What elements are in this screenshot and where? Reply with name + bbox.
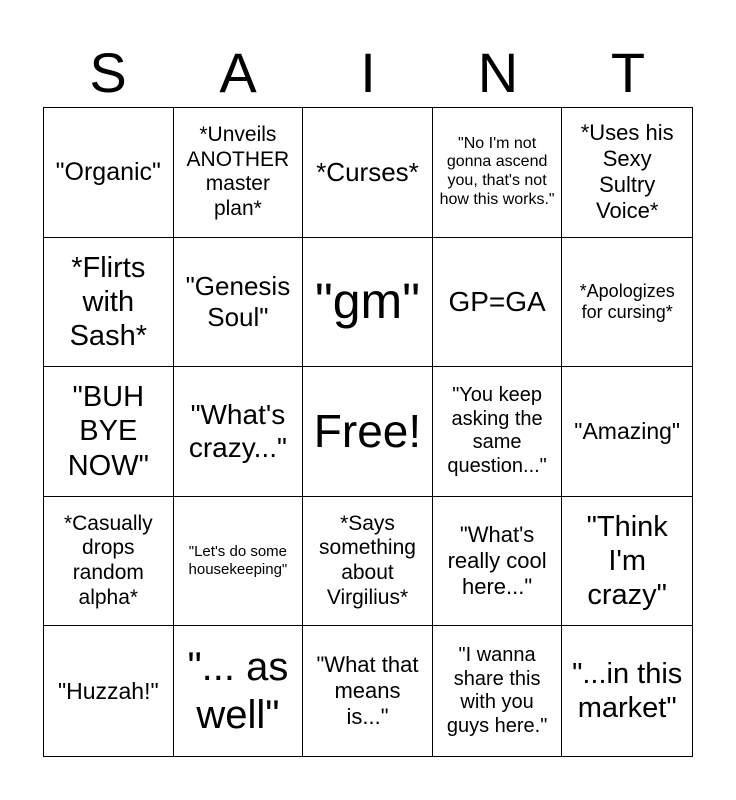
cell-text: *Uses his Sexy Sultry Voice* [580, 120, 674, 224]
bingo-cell-r1c1[interactable] [44, 108, 174, 238]
bingo-cell-r4c1[interactable] [44, 497, 174, 627]
bingo-cell-r3c1[interactable] [44, 367, 174, 497]
cell-text: "Amazing" [574, 417, 681, 444]
header-letter-t: T [610, 41, 646, 104]
bingo-cell-r4c2[interactable] [174, 497, 304, 627]
cell-text: "Think I'm crazy" [586, 510, 668, 612]
bingo-cell-r5c1[interactable] [44, 626, 174, 756]
cell-text: "You keep asking the same question..." [447, 384, 547, 478]
bingo-cell-r1c5[interactable] [562, 108, 692, 238]
cell-text: "BUH BYE NOW" [67, 381, 149, 482]
bingo-cell-r5c3[interactable] [303, 626, 433, 756]
bingo-cell-r5c5[interactable] [562, 626, 692, 756]
cell-text: "What that means is..." [316, 652, 419, 730]
bingo-cell-r4c5[interactable] [562, 497, 692, 627]
cell-text: "Genesis Soul" [185, 271, 291, 332]
bingo-cell-r4c3[interactable] [303, 497, 433, 627]
bingo-cell-r2c2[interactable] [174, 238, 304, 368]
cell-text: Free! [313, 405, 422, 458]
header-letter-a: A [219, 41, 257, 104]
bingo-cell-r2c3[interactable] [303, 238, 433, 368]
cell-text: *Apologizes for cursing* [579, 280, 675, 322]
bingo-board [43, 107, 693, 757]
cell-text: "I wanna share this with you guys here." [446, 644, 548, 737]
cell-text: "Let's do some housekeeping" [188, 543, 288, 579]
cell-text: "What's really cool here..." [447, 522, 547, 600]
cell-text: GP=GA [448, 286, 546, 318]
cell-text: "Huzzah!" [57, 677, 159, 704]
bingo-cell-r5c4[interactable] [433, 626, 563, 756]
cell-text: "... as well" [187, 645, 289, 738]
bingo-cell-r3c5[interactable] [562, 367, 692, 497]
bingo-cell-r1c3[interactable] [303, 108, 433, 238]
header-letter-i: I [360, 41, 376, 104]
cell-text: "Organic" [55, 157, 161, 186]
cell-text: *Flirts with Sash* [69, 251, 147, 352]
bingo-cell-r2c5[interactable] [562, 238, 692, 368]
cell-text: *Unveils ANOTHER master plan* [186, 122, 290, 221]
cell-text: "What's crazy..." [188, 399, 287, 464]
cell-text: "No I'm not gonna ascend you, that's not how this works." [439, 134, 555, 209]
bingo-cell-r5c2[interactable] [174, 626, 304, 756]
cell-text: "...in this market" [572, 657, 683, 725]
cell-text: *Says something about Virgilius* [319, 511, 416, 609]
bingo-cell-r3c4[interactable] [433, 367, 563, 497]
bingo-cell-r3c3[interactable] [303, 367, 433, 497]
bingo-header [43, 40, 693, 106]
bingo-cell-r1c2[interactable] [174, 108, 304, 238]
bingo-cell-r4c4[interactable] [433, 497, 563, 627]
bingo-cell-r1c4[interactable] [433, 108, 563, 238]
bingo-cell-r2c1[interactable] [44, 238, 174, 368]
cell-text: "gm" [315, 273, 420, 330]
header-letter-s: S [89, 41, 127, 104]
cell-text: *Casually drops random alpha* [63, 511, 153, 609]
cell-text: *Curses* [316, 156, 419, 187]
bingo-cell-r3c2[interactable] [174, 367, 304, 497]
header-letter-n: N [477, 41, 519, 104]
bingo-cell-r2c4[interactable] [433, 238, 563, 368]
